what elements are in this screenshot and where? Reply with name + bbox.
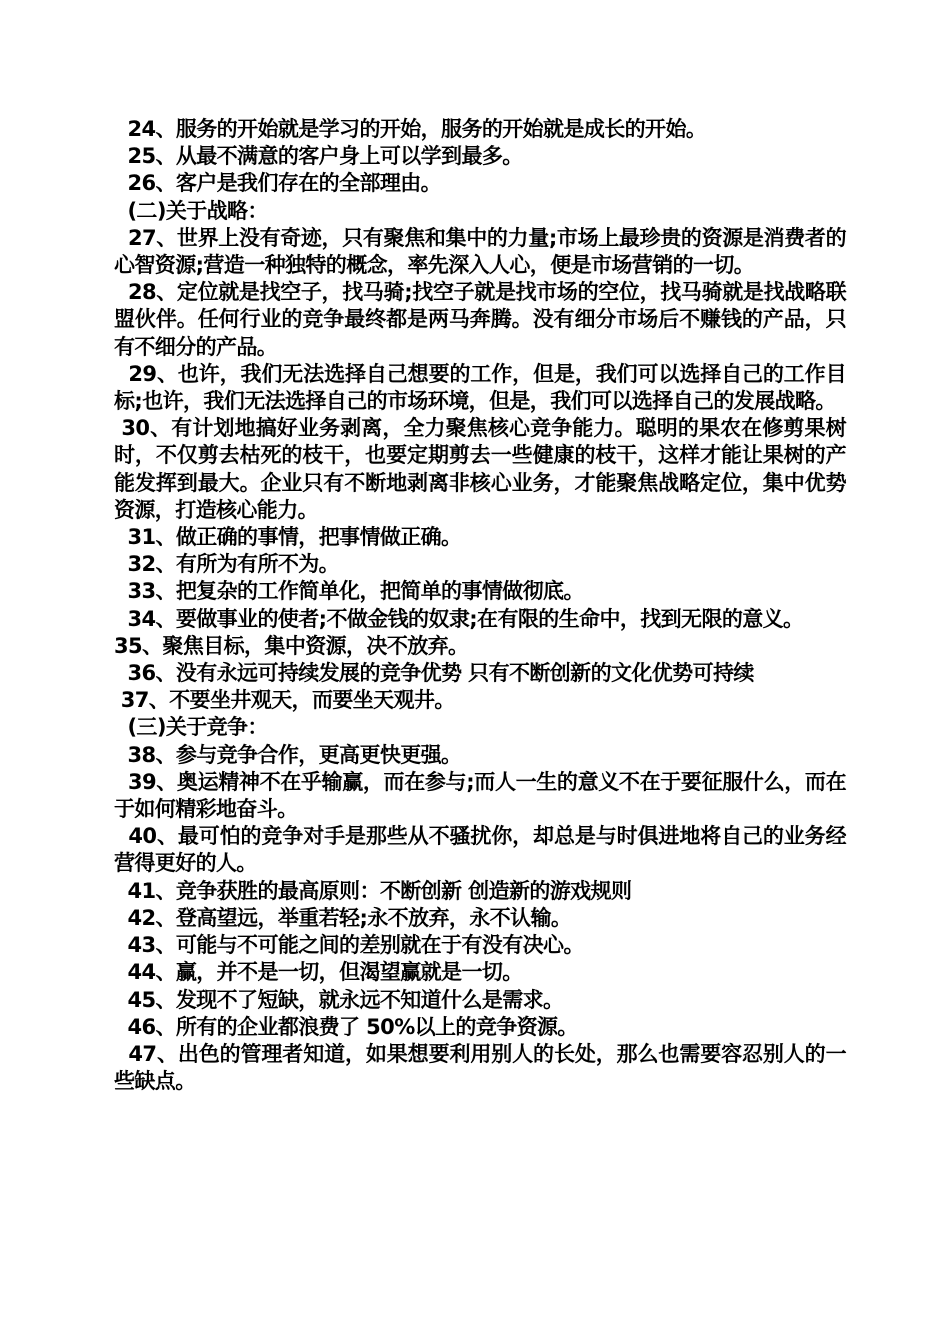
paragraph: 27、世界上没有奇迹，只有聚焦和集中的力量;市场上最珍贵的资源是消费者的心智资源;营造一种独特的概念，率先深入人心，便是市场营销的一切。 bbox=[114, 225, 846, 278]
paragraph: 31、做正确的事情，把事情做正确。 bbox=[114, 525, 462, 550]
paragraph: 45、发现不了短缺，就永远不知道什么是需求。 bbox=[114, 987, 564, 1012]
paragraph: 29、也许，我们无法选择自己想要的工作，但是，我们可以选择自己的工作目标;也许，我们无法选择自己的市场环境，但是，我们可以选择自己的发展战略。 bbox=[114, 361, 846, 414]
paragraph: 25、从最不满意的客户身上可以学到最多。 bbox=[114, 144, 523, 169]
paragraph: 37、不要坐井观天，而要坐天观井。 bbox=[114, 688, 455, 713]
paragraph: 46、所有的企业都浪费了 50%以上的竞争资源。 bbox=[114, 1014, 578, 1039]
paragraph: 28、定位就是找空子，找马骑;找空子就是找市场的空位，找马骑就是找战略联盟伙伴。任何行业的竞争最终都是两马奔腾。没有细分市场后不赚钱的产品，只有不细分的产品。 bbox=[114, 280, 846, 359]
section-heading: (三)关于竞争： bbox=[114, 715, 268, 740]
paragraph: 41、竞争获胜的最高原则：不断创新 创造新的游戏规则 bbox=[114, 878, 632, 903]
paragraph: 35、聚焦目标，集中资源，决不放弃。 bbox=[114, 633, 469, 658]
section-heading: (二)关于战略： bbox=[114, 198, 268, 223]
paragraph: 36、没有永远可持续发展的竞争优势 只有不断创新的文化优势可持续 bbox=[114, 661, 754, 686]
paragraph: 24、服务的开始就是学习的开始，服务的开始就是成长的开始。 bbox=[114, 117, 707, 141]
document-body bbox=[114, 116, 846, 1095]
paragraph: 40、最可怕的竞争对手是那些从不骚扰你，却总是与时俱进地将自己的业务经营得更好的人。 bbox=[114, 824, 846, 876]
paragraph: 42、登高望远，举重若轻;永不放弃，永不认输。 bbox=[114, 905, 572, 930]
paragraph: 30、有计划地搞好业务剥离，全力聚焦核心竞争能力。聪明的果农在修剪果树时，不仅剪去枯死的枝干，也要定期剪去一些健康的枝干，这样才能让果树的产能发挥到最大。企业只有不断地剥离非核心业务，才能聚焦战略定位，集中优势资源，打造核心能力。 bbox=[114, 416, 846, 522]
paragraph: 47、出色的管理者知道，如果想要利用别人的长处，那么也需要容忍别人的一些缺点。 bbox=[114, 1041, 846, 1094]
paragraph: 43、可能与不可能之间的差别就在于有没有决心。 bbox=[114, 933, 584, 958]
paragraph: 44、赢，并不是一切，但渴望赢就是一切。 bbox=[114, 960, 523, 985]
paragraph: 39、奥运精神不在乎输赢，而在参与;而人一生的意义不在于要征服什么，而在于如何精彩地奋斗。 bbox=[114, 769, 846, 822]
paragraph: 26、客户是我们存在的全部理由。 bbox=[114, 171, 442, 196]
paragraph: 38、参与竞争合作，更高更快更强。 bbox=[114, 742, 462, 767]
paragraph: 33、把复杂的工作简单化，把简单的事情做彻底。 bbox=[114, 579, 584, 604]
paragraph: 32、有所为有所不为。 bbox=[114, 552, 340, 577]
paragraph: 34、要做事业的使者;不做金钱的奴隶;在有限的生命中，找到无限的意义。 bbox=[114, 606, 804, 631]
